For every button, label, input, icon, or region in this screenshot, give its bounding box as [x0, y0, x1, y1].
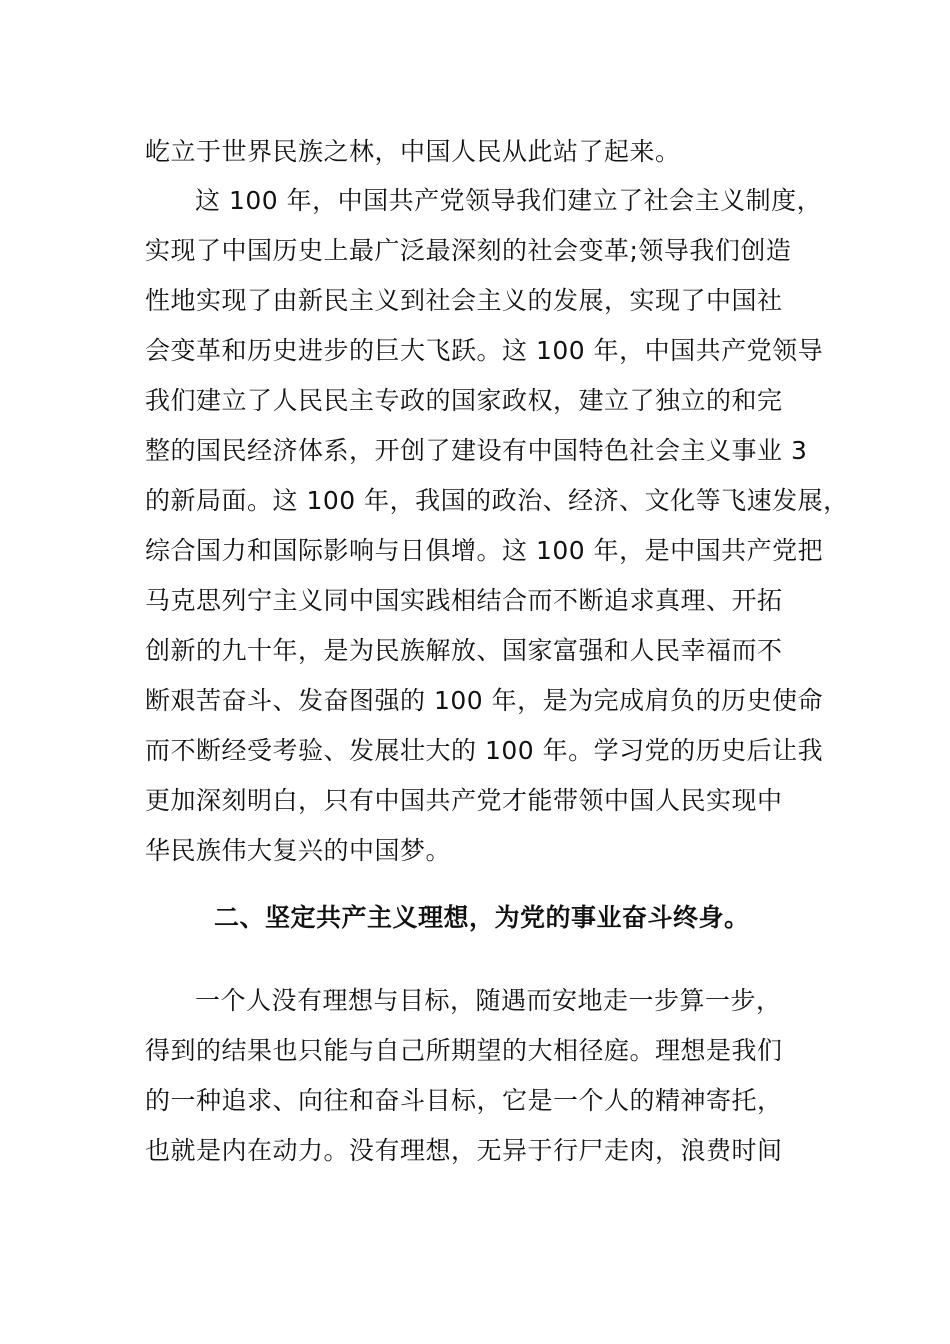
text-line: 断艰苦奋斗、发奋图强的 100 年，是为完成肩负的历史使命 [145, 686, 824, 715]
text-line: 性地实现了由新民主义到社会主义的发展，实现了中国社 [145, 286, 783, 315]
text-line: 综合国力和国际影响与日俱增。这 100 年，是中国共产党把 [145, 536, 824, 565]
text-line: 更加深刻明白，只有中国共产党才能带领中国人民实现中 [145, 786, 783, 815]
text-line: 马克思列宁主义同中国实践相结合而不断追求真理、开拓 [145, 586, 783, 615]
text-line: 而不断经受考验、发展壮大的 100 年。学习党的历史后让我 [145, 736, 824, 765]
text-line: 这 100 年，中国共产党领导我们建立了社会主义制度， [195, 186, 823, 215]
text-line: 的新局面。这 100 年，我国的政治、经济、文化等飞速发展， [145, 486, 849, 515]
section-heading: 二、坚定共产主义理想，为党的事业奋斗终身。 [214, 903, 750, 932]
text-line: 华民族伟大复兴的中国梦。 [145, 836, 452, 865]
text-line: 屹立于世界民族之林，中国人民从此站了起来。 [145, 137, 681, 166]
text-line: 整的国民经济体系，开创了建设有中国特色社会主义事业 3 [145, 436, 808, 465]
text-line: 实现了中国历史上最广泛最深刻的社会变革;领导我们创造 [145, 236, 792, 265]
text-line: 的一种追求、向往和奋斗目标，它是一个人的精神寄托， [145, 1086, 783, 1115]
text-line: 会变革和历史进步的巨大飞跃。这 100 年，中国共产党领导 [145, 336, 824, 365]
text-line: 也就是内在动力。没有理想，无异于行尸走肉，浪费时间 [145, 1136, 783, 1165]
text-line: 创新的九十年，是为民族解放、国家富强和人民幸福而不 [145, 636, 783, 665]
text-line: 得到的结果也只能与自己所期望的大相径庭。理想是我们 [145, 1036, 783, 1065]
text-line: 我们建立了人民民主专政的国家政权，建立了独立的和完 [145, 386, 783, 415]
text-line: 一个人没有理想与目标，随遇而安地走一步算一步， [195, 986, 782, 1015]
